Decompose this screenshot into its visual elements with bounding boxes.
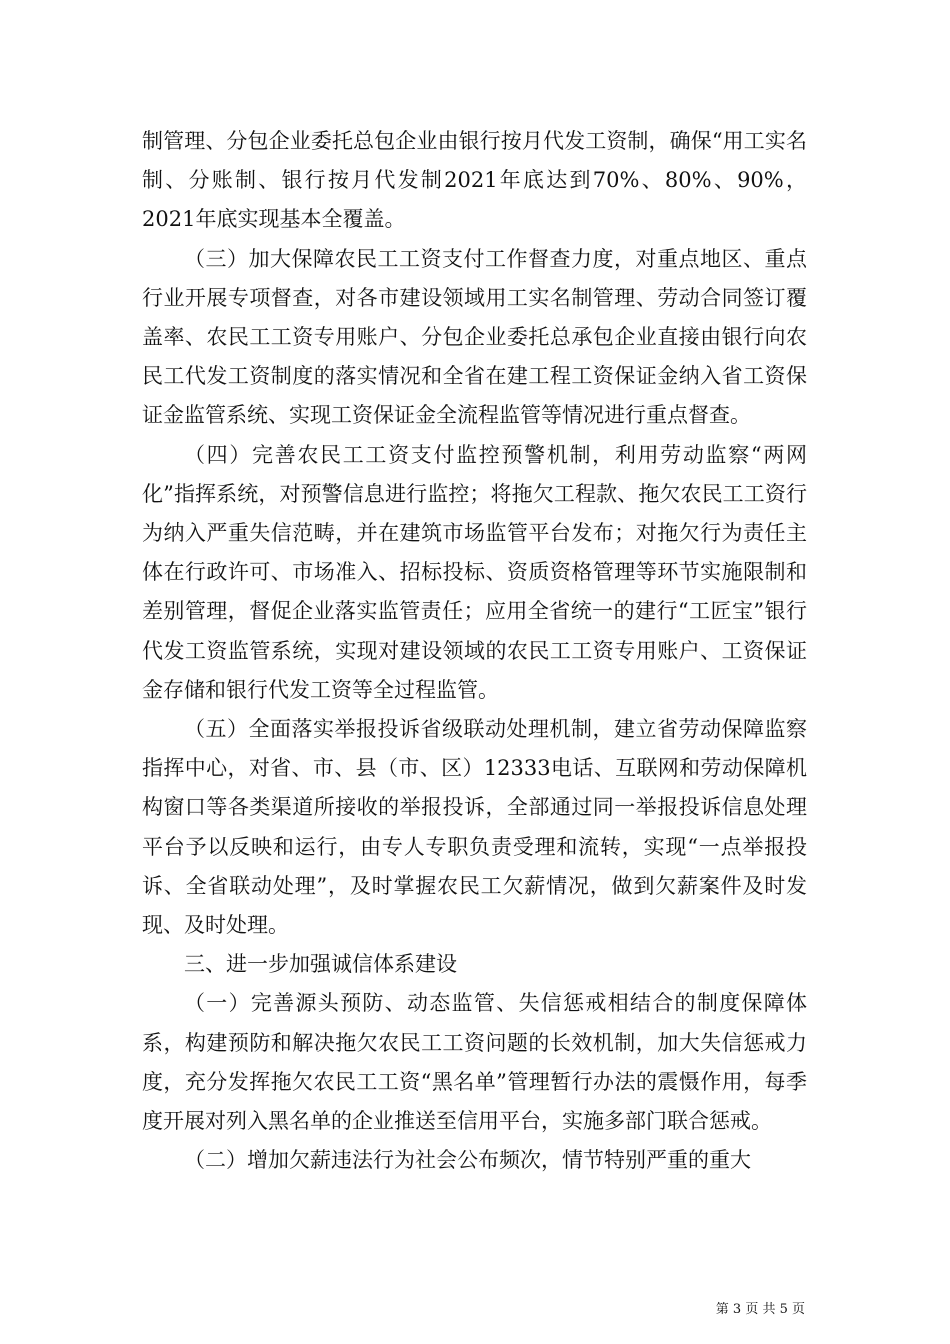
paragraph-section-3: （三）加大保障农民工工资支付工作督查力度，对重点地区、重点行业开展专项督查，对各市建设领域用工实名制管理、劳动合同签订覆盖率、农民工工资专用账户、分包企业委托总承包企业直接由银行向农民工代发工资制度的落实情况和全省在建工程工资保证金纳入省工资保证金监管系统、实现工资保证金全流程监管等情况进行重点督查。 — [142, 246, 807, 428]
paragraph-credit-1: （一）完善源头预防、动态监管、失信惩戒相结合的制度保障体系，构建预防和解决拖欠农民工工资问题的长效机制，加大失信惩戒力度，充分发挥拖欠农民工工资“黑名单”管理暂行办法的震慑作用，每季度开展对列入黑名单的企业推送至信用平台，实施多部门联合惩戒。 — [142, 991, 807, 1134]
document-body — [142, 122, 807, 1180]
section-heading: 三、进一步加强诚信体系建设 — [184, 952, 457, 977]
page-number: 第 3 页 共 5 页 — [715, 1302, 805, 1317]
paragraph-credit-2: （二）增加欠薪违法行为社会公布频次，情节特别严重的重大 — [184, 1148, 751, 1173]
paragraph-section-4: （四）完善农民工工资支付监控预警机制，利用劳动监察“两网化”指挥系统，对预警信息进行监控；将拖欠工程款、拖欠农民工工资行为纳入严重失信范畴，并在建筑市场监管平台发布；对拖欠行为责任主体在行政许可、市场准入、招标投标、资质资格管理等环节实施限制和差别管理，督促企业落实监管责任；应用全省统一的建行“工匠宝”银行代发工资监管系统，实现对建设领域的农民工工资专用账户、工资保证金存储和银行代发工资等全过程监管。 — [142, 442, 807, 702]
paragraph-continuation: 制管理、分包企业委托总包企业由银行按月代发工资制，确保“用工实名制、分账制、银行按月代发制2021年底达到70%、80%、90%，2021年底实现基本全覆盖。 — [142, 129, 807, 232]
paragraph-section-5: （五）全面落实举报投诉省级联动处理机制，建立省劳动保障监察指挥中心，对省、市、县（市、区）12333电话、互联网和劳动保障机构窗口等各类渠道所接收的举报投诉，全部通过同一举报投诉信息处理平台予以反映和运行，由专人专职负责受理和流转，实现“一点举报投诉、全省联动处理”，及时掌握农民工欠薪情况，做到欠薪案件及时发现、及时处理。 — [142, 717, 807, 938]
